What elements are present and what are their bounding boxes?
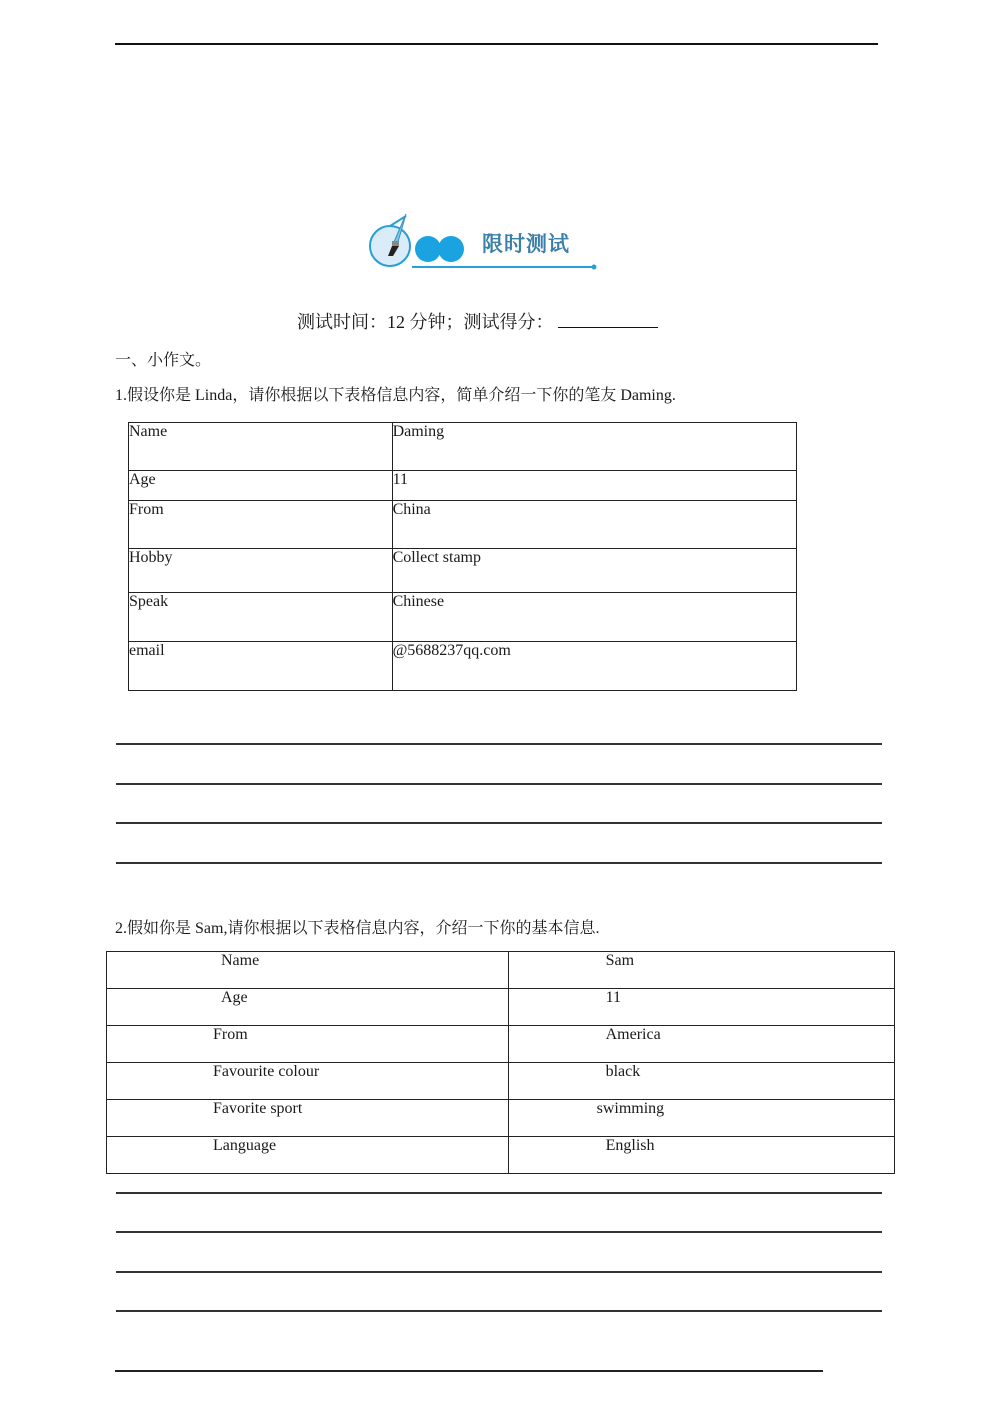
table-row — [107, 1063, 895, 1100]
table-row — [129, 642, 797, 691]
table-cell-value: Daming — [392, 423, 796, 471]
table-cell-value: America — [508, 1026, 894, 1063]
answer-line[interactable] — [116, 743, 882, 745]
answer-line[interactable] — [116, 1192, 882, 1194]
table-row — [107, 952, 895, 989]
banner-title: 限时测试 — [482, 232, 570, 256]
table-cell-label: Name — [107, 952, 509, 989]
table-cell-value: English — [508, 1137, 894, 1174]
question-1-table — [128, 422, 797, 691]
table-row — [107, 1026, 895, 1063]
table-cell-value: Collect stamp — [392, 549, 796, 593]
table-cell-label: Language — [107, 1137, 509, 1174]
table-cell-label: From — [107, 1026, 509, 1063]
table-cell-value: China — [392, 501, 796, 549]
question-2-table — [106, 951, 895, 1174]
table-cell-value: Sam — [508, 952, 894, 989]
footer-rule — [115, 1370, 823, 1372]
table-cell-label: Favorite sport — [107, 1100, 509, 1137]
table-cell-value: 11 — [508, 989, 894, 1026]
question-1-prompt: 1.假设你是 Linda，请你根据以下表格信息内容，简单介绍一下你的笔友 Daming. — [115, 387, 676, 404]
table-cell-label: email — [129, 642, 393, 691]
test-info-text: 测试时间：12 分钟；测试得分： — [297, 312, 554, 332]
table-row — [107, 1100, 895, 1137]
table-row — [129, 471, 797, 501]
table-cell-value: 11 — [392, 471, 796, 501]
table-cell-label: Favourite colour — [107, 1063, 509, 1100]
test-info — [297, 308, 658, 334]
question-2-prompt: 2.假如你是 Sam,请你根据以下表格信息内容，介绍一下你的基本信息. — [115, 920, 600, 937]
table-cell-value: swimming — [508, 1100, 894, 1137]
answer-line[interactable] — [116, 862, 882, 864]
answer-line[interactable] — [116, 1231, 882, 1233]
header-rule — [115, 43, 878, 45]
table-cell-label: Hobby — [129, 549, 393, 593]
table-row — [107, 1137, 895, 1174]
section-banner — [362, 212, 602, 274]
table-cell-value: @5688237qq.com — [392, 642, 796, 691]
answer-line[interactable] — [116, 822, 882, 824]
table-row — [129, 423, 797, 471]
table-row — [107, 989, 895, 1026]
table-cell-label: Speak — [129, 593, 393, 642]
table-cell-label: Name — [129, 423, 393, 471]
section-heading: 一、小作文。 — [115, 352, 212, 369]
table-cell-value: Chinese — [392, 593, 796, 642]
answer-line[interactable] — [116, 1310, 882, 1312]
answer-line[interactable] — [116, 783, 882, 785]
table-cell-label: Age — [107, 989, 509, 1026]
table-cell-label: From — [129, 501, 393, 549]
score-blank[interactable] — [558, 313, 658, 328]
table-cell-label: Age — [129, 471, 393, 501]
answer-line[interactable] — [116, 1271, 882, 1273]
table-row — [129, 501, 797, 549]
table-row — [129, 549, 797, 593]
table-row — [129, 593, 797, 642]
table-cell-value: black — [508, 1063, 894, 1100]
